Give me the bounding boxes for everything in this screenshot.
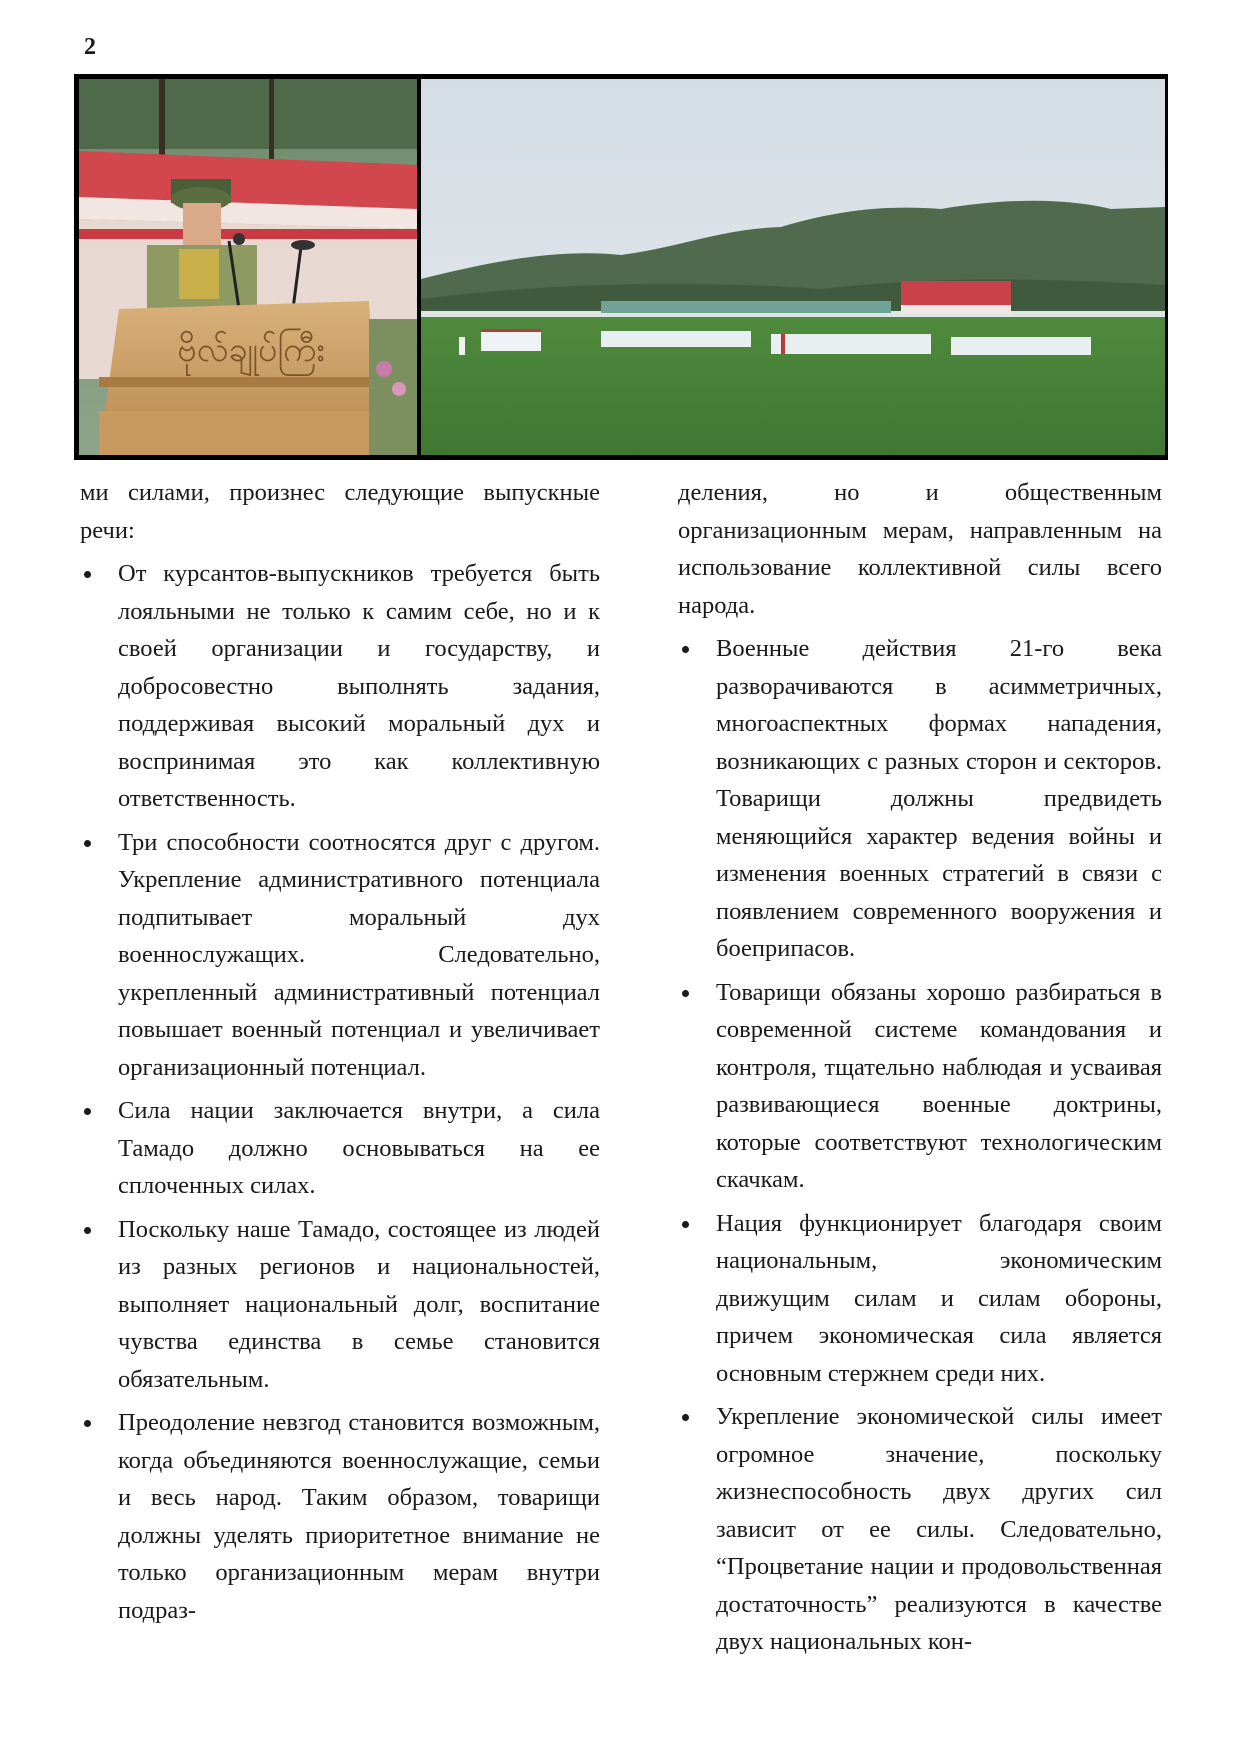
list-item: Военные действия 21-го века разворачиваются в асимметричных, многоаспектных формах нападения, возникающих с разных сторон и секторов. Товарищи должны предвидеть меняющийся характер ведения войны и изменения военных стратегий в связи с появлением современного вооружения и боеприпасов.: [678, 630, 1162, 968]
continuation-text: деления, но и общественным организационным мерам, направленным на использование коллективной силы всего народа.: [678, 479, 1162, 619]
list-item: Три способности соотносятся друг с другом. Укрепление административного потенциала подпитывает моральный дух военнослужащих. Следовательно, укрепленный административный потенциал повышает военный потенциал и увеличивает организационный потенциал.: [80, 824, 600, 1087]
list-item: Нация функционирует благодаря своим национальным, экономическим движущим силам и силам обороны, причем экономическая сила является основным стержнем среди них.: [678, 1205, 1162, 1393]
right-bullet-list: [678, 474, 1162, 1661]
list-item: Сила нации заключается внутри, а сила Тамадо должно основываться на ее сплоченных силах.: [80, 1092, 600, 1205]
speaker-photo-image: [79, 79, 417, 455]
left-column-intro: ми силами, произнес следующие выпускные речи:: [80, 479, 600, 544]
left-column: [80, 474, 600, 1635]
photo-frame: [74, 74, 1168, 460]
left-bullet-list: [80, 555, 600, 1629]
podium-inscription: ဗိုလ်ချုပ်ကြီး: [177, 330, 325, 370]
right-column: [678, 474, 1162, 1667]
list-item: Преодоление невзгод становится возможным, когда объединяются военнослужащие, семьи и весь народ. Таким образом, товарищи должны уделять приоритетное внимание не только организационным мерам внутри подраз-: [80, 1404, 600, 1629]
list-item-continuation: [678, 474, 1162, 624]
speaker-photo: [79, 79, 417, 455]
list-item: Товарищи обязаны хорошо разбираться в современной системе командования и контроля, тщательно наблюдая и усваивая развивающиеся военные доктрины, которые соответствуют технологическим скачкам.: [678, 974, 1162, 1199]
parade-ground-image: [421, 79, 1165, 455]
list-item: От курсантов-выпускников требуется быть лояльными не только к самим себе, но и к своей организации и государству, и добросовестно выполнять задания, поддерживая высокий моральный дух и воспринимая это как коллективную ответственность.: [80, 555, 600, 818]
list-item: Укрепление экономической силы имеет огромное значение, поскольку жизнеспособность двух других сил зависит от ее силы. Следовательно, “Процветание нации и продовольственная достаточность” реализуются в качестве двух национальных кон-: [678, 1398, 1162, 1661]
page-number: 2: [84, 34, 96, 60]
list-item: Поскольку наше Тамадо, состоящее из людей из разных регионов и национальностей, выполняет национальный долг, воспитание чувства единства в семье становится обязательным.: [80, 1211, 600, 1399]
parade-ground-photo: [421, 79, 1165, 455]
